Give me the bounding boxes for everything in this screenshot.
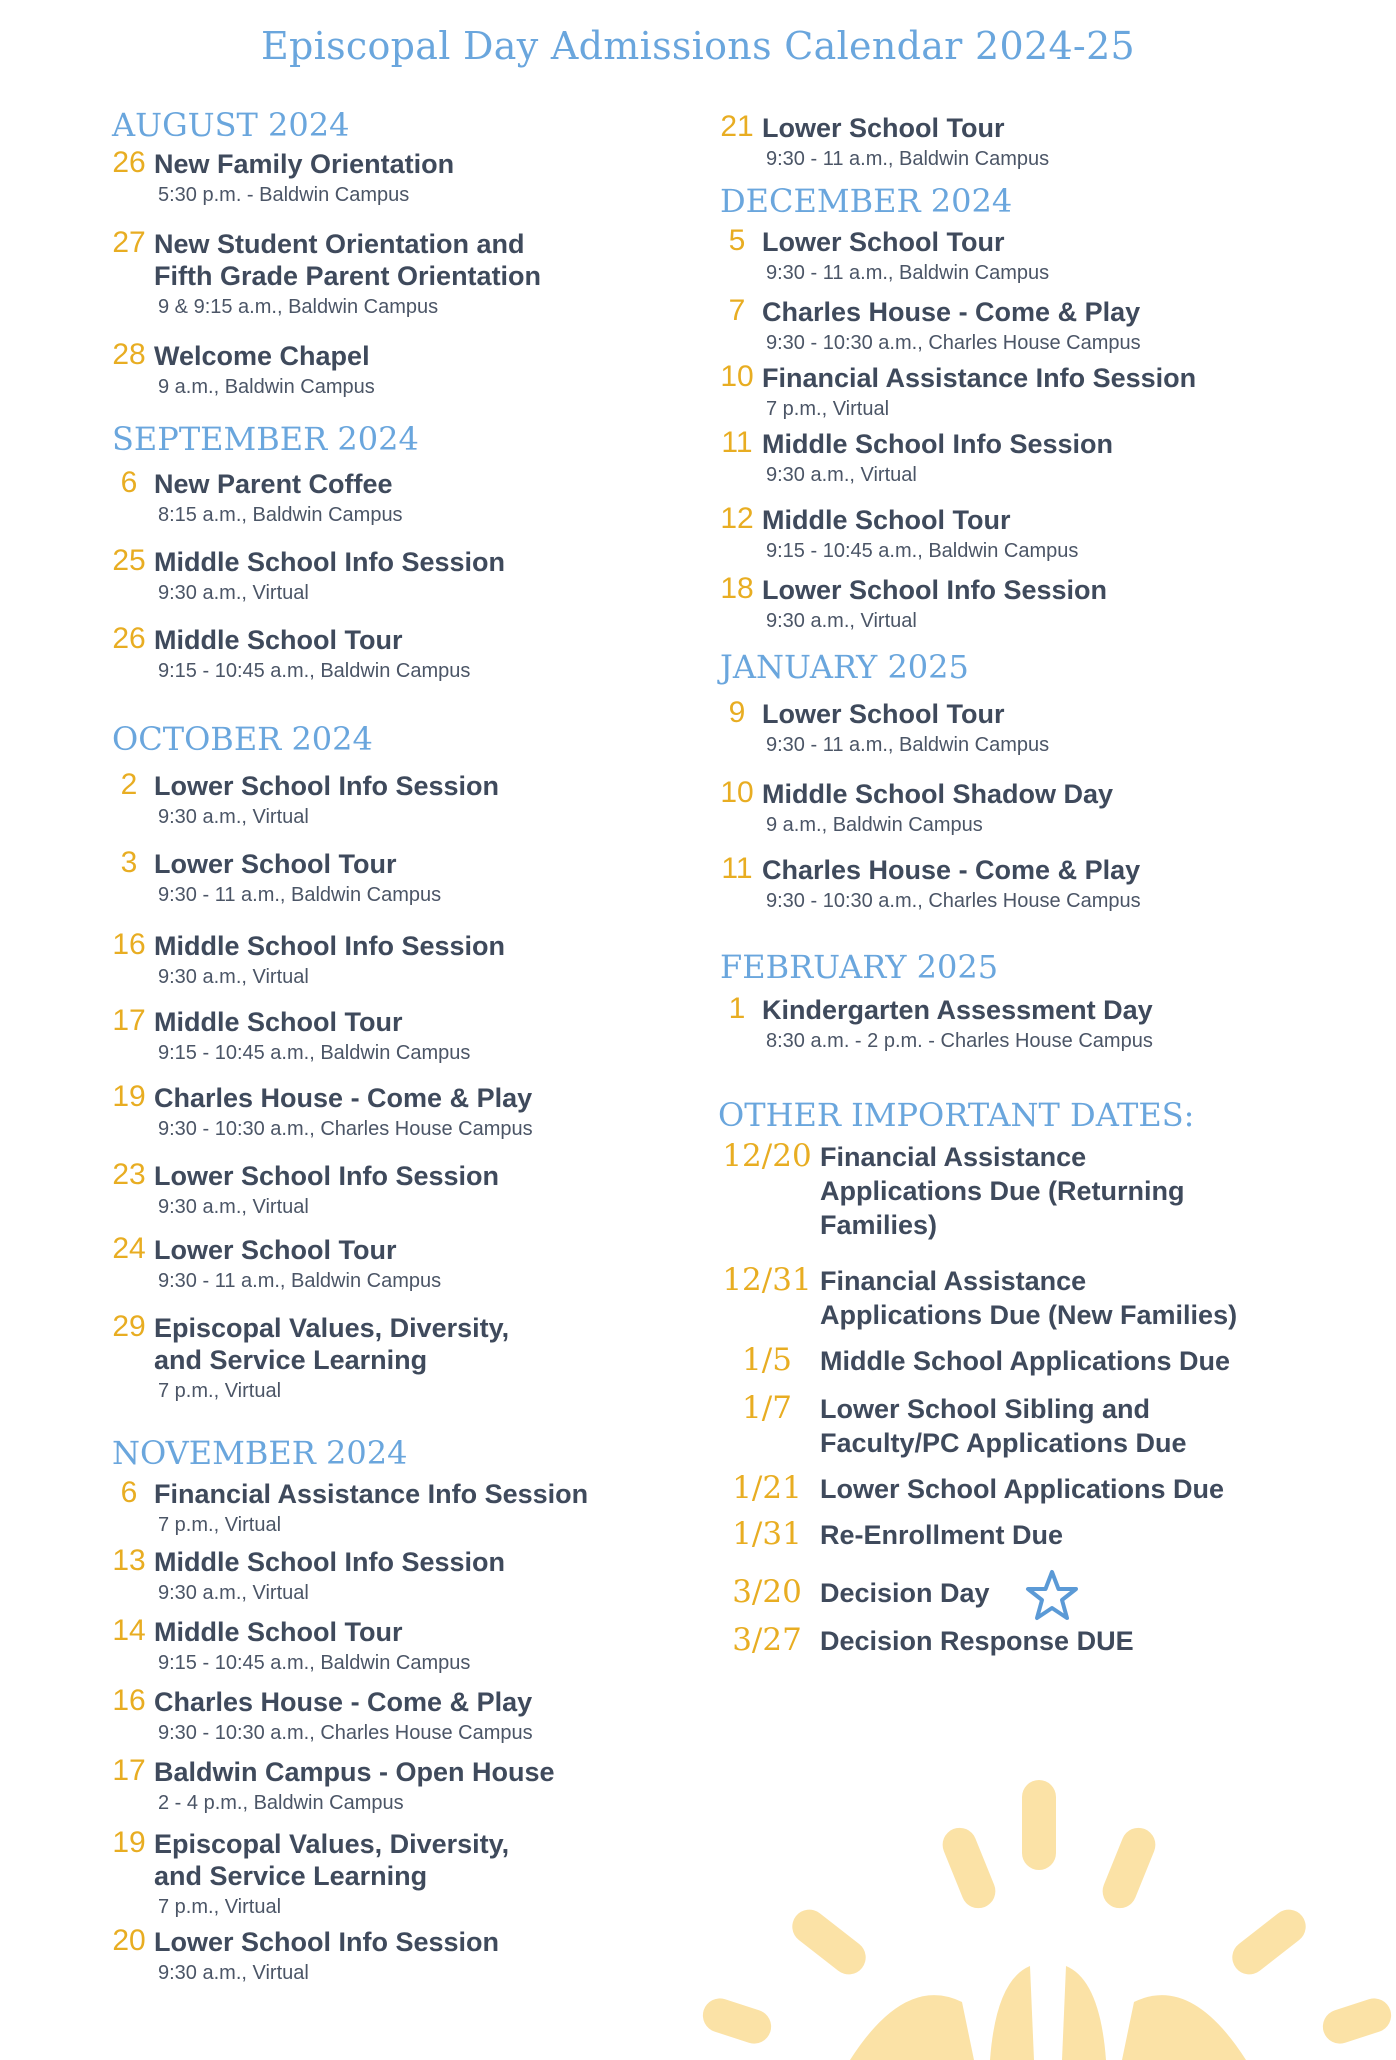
other-date-4 (712, 1472, 1372, 1506)
event-title: Middle School Info Session (154, 931, 506, 961)
event-detail: 8:15 a.m., Baldwin Campus (158, 504, 403, 526)
event-day: 19 (112, 1080, 146, 1113)
month-heading-december: DECEMBER 2024 (720, 182, 1013, 220)
event-nov-4 (104, 1756, 664, 1816)
event-day: 13 (112, 1544, 146, 1577)
event-detail: 9:30 - 11 a.m., Baldwin Campus (766, 734, 1050, 756)
event-day: 23 (112, 1158, 146, 1191)
page-title: Episcopal Day Admissions Calendar 2024-25 (260, 24, 1136, 68)
other-date-3 (712, 1392, 1372, 1460)
other-date-value: 12/20 (722, 1138, 812, 1174)
event-detail: 9:30 a.m., Virtual (158, 966, 309, 988)
other-date-title: Financial Assistance Applications Due (Returning Families) (820, 1142, 1185, 1240)
event-day: 9 (728, 696, 746, 729)
event-dec-0 (712, 226, 1372, 286)
event-detail: 9 & 9:15 a.m., Baldwin Campus (158, 296, 439, 318)
event-oct-3 (104, 1006, 664, 1066)
event-title: Episcopal Values, Diversity, and Service Learning (154, 1313, 510, 1375)
event-jan-2 (712, 854, 1372, 914)
event-detail: 9:30 a.m., Virtual (158, 1196, 309, 1218)
event-day: 26 (112, 146, 146, 179)
event-title: Financial Assistance Info Session (762, 363, 1197, 393)
event-title: Lower School Info Session (762, 575, 1108, 605)
event-title: Lower School Tour (762, 227, 1005, 257)
event-detail: 7 p.m., Virtual (766, 398, 890, 420)
month-heading-august: AUGUST 2024 (112, 106, 350, 144)
other-date-5 (712, 1518, 1372, 1552)
event-sep-1 (104, 546, 664, 606)
event-day: 17 (112, 1754, 146, 1787)
event-title: Lower School Info Session (154, 771, 500, 801)
event-detail: 9:30 - 10:30 a.m., Charles House Campus (766, 332, 1141, 354)
event-sep-0 (104, 468, 664, 528)
other-date-value: 1/31 (732, 1516, 802, 1552)
event-title: Lower School Info Session (154, 1927, 500, 1957)
event-detail: 9:15 - 10:45 a.m., Baldwin Campus (766, 540, 1079, 562)
event-jan-0 (712, 698, 1372, 758)
event-title: Lower School Info Session (154, 1161, 500, 1191)
event-dec-3 (712, 428, 1372, 488)
event-day: 19 (112, 1826, 146, 1859)
event-nov-0 (104, 1478, 664, 1538)
event-detail: 9:30 - 11 a.m., Baldwin Campus (158, 1270, 442, 1292)
event-detail: 7 p.m., Virtual (158, 1380, 282, 1402)
event-oct-2 (104, 930, 664, 990)
event-nov-3 (104, 1686, 664, 1746)
event-day: 26 (112, 622, 146, 655)
event-day: 6 (120, 466, 138, 499)
event-detail: 9:30 a.m., Virtual (766, 464, 917, 486)
other-date-title: Re-Enrollment Due (820, 1520, 1064, 1550)
event-title: Kindergarten Assessment Day (762, 995, 1153, 1025)
event-aug-1 (104, 228, 664, 320)
month-heading-october: OCTOBER 2024 (112, 720, 373, 758)
event-title: Middle School Info Session (154, 547, 506, 577)
event-aug-0 (104, 148, 664, 208)
other-date-title: Decision Response DUE (820, 1626, 1134, 1656)
event-day: 17 (112, 1004, 146, 1037)
event-day: 21 (720, 110, 754, 143)
other-date-title: Lower School Sibling and Faculty/PC Applications Due (820, 1394, 1187, 1458)
event-day: 24 (112, 1232, 146, 1265)
event-nov-2 (104, 1616, 664, 1676)
event-detail: 7 p.m., Virtual (158, 1896, 282, 1918)
event-day: 10 (720, 360, 754, 393)
event-oct-5 (104, 1160, 664, 1220)
event-day: 5 (728, 224, 746, 257)
other-date-2 (712, 1344, 1372, 1378)
other-date-title: Financial Assistance Applications Due (New Families) (820, 1266, 1238, 1330)
event-day: 11 (721, 426, 753, 459)
event-title: Middle School Shadow Day (762, 779, 1114, 809)
other-date-0 (712, 1140, 1372, 1242)
event-title: Middle School Tour (154, 1007, 403, 1037)
event-oct-1 (104, 848, 664, 908)
other-date-1 (712, 1264, 1372, 1332)
month-heading-january: JANUARY 2025 (720, 648, 969, 686)
other-date-title: Lower School Applications Due (820, 1474, 1225, 1504)
event-title: Middle School Tour (154, 1617, 403, 1647)
event-detail: 9:30 - 11 a.m., Baldwin Campus (766, 262, 1050, 284)
event-title: Lower School Tour (762, 113, 1005, 143)
event-dec-4 (712, 504, 1372, 564)
event-detail: 9:30 a.m., Virtual (158, 1962, 309, 1984)
event-feb-0 (712, 994, 1372, 1054)
other-date-value: 3/27 (732, 1622, 802, 1658)
event-detail: 9:30 - 10:30 a.m., Charles House Campus (158, 1722, 533, 1744)
event-detail: 9:30 a.m., Virtual (158, 582, 309, 604)
event-day: 29 (112, 1310, 146, 1343)
event-day: 1 (728, 992, 746, 1025)
event-title: Charles House - Come & Play (154, 1687, 533, 1717)
event-detail: 9:30 a.m., Virtual (158, 1582, 309, 1604)
event-day: 14 (112, 1614, 146, 1647)
event-detail: 5:30 p.m. - Baldwin Campus (158, 184, 410, 206)
other-date-value: 1/21 (732, 1470, 802, 1506)
event-detail: 9 a.m., Baldwin Campus (766, 814, 983, 836)
other-date-value: 1/5 (742, 1342, 792, 1378)
event-detail: 9:30 a.m., Virtual (766, 610, 917, 632)
event-nov-6 (104, 1926, 664, 1986)
event-day: 18 (720, 572, 754, 605)
event-title: Welcome Chapel (154, 341, 370, 371)
event-title: Financial Assistance Info Session (154, 1479, 589, 1509)
other-date-title: Middle School Applications Due (820, 1346, 1231, 1376)
event-day: 16 (112, 928, 146, 961)
event-aug-2 (104, 340, 664, 400)
event-oct-0 (104, 770, 664, 830)
event-detail: 9:30 - 11 a.m., Baldwin Campus (766, 148, 1050, 170)
other-date-7 (712, 1624, 1372, 1658)
month-heading-november: NOVEMBER 2024 (112, 1434, 408, 1472)
event-detail: 9 a.m., Baldwin Campus (158, 376, 375, 398)
other-date-value: 1/7 (742, 1390, 792, 1426)
event-day: 2 (120, 768, 138, 801)
event-jan-1 (712, 778, 1372, 838)
event-day: 25 (112, 544, 146, 577)
event-dec-2 (712, 362, 1372, 422)
event-nov-5 (104, 1828, 664, 1920)
event-day: 28 (112, 338, 146, 371)
event-day: 6 (120, 1476, 138, 1509)
sun-rays-decoration (700, 1760, 1396, 2060)
event-title: New Student Orientation and Fifth Grade Parent Orientation (154, 229, 542, 291)
event-dec-1 (712, 296, 1372, 356)
other-date-value: 3/20 (732, 1574, 802, 1610)
month-heading-february: FEBRUARY 2025 (720, 948, 999, 986)
event-sep-2 (104, 624, 664, 684)
event-day: 7 (728, 294, 746, 327)
event-detail: 9:30 - 10:30 a.m., Charles House Campus (158, 1118, 533, 1140)
event-detail: 9:30 a.m., Virtual (158, 806, 309, 828)
event-title: Middle School Tour (762, 505, 1011, 535)
event-detail: 9:15 - 10:45 a.m., Baldwin Campus (158, 660, 471, 682)
event-oct-4 (104, 1082, 664, 1142)
event-title: Charles House - Come & Play (762, 855, 1141, 885)
event-detail: 9:15 - 10:45 a.m., Baldwin Campus (158, 1042, 471, 1064)
event-detail: 9:15 - 10:45 a.m., Baldwin Campus (158, 1652, 471, 1674)
event-day: 3 (120, 846, 138, 879)
event-title: Lower School Tour (154, 1235, 397, 1265)
event-title: Baldwin Campus - Open House (154, 1757, 555, 1787)
event-title: Middle School Info Session (154, 1547, 506, 1577)
other-date-value: 12/31 (722, 1262, 812, 1298)
event-title: Charles House - Come & Play (762, 297, 1141, 327)
event-day: 27 (112, 226, 146, 259)
event-oct-6 (104, 1234, 664, 1294)
event-title: Charles House - Come & Play (154, 1083, 533, 1113)
event-detail: 8:30 a.m. - 2 p.m. - Charles House Campus (766, 1030, 1153, 1052)
other-dates-heading: OTHER IMPORTANT DATES: (718, 1096, 1195, 1134)
event-title: Middle School Info Session (762, 429, 1114, 459)
event-title: Lower School Tour (154, 849, 397, 879)
event-detail: 9:30 - 11 a.m., Baldwin Campus (158, 884, 442, 906)
event-detail: 9:30 - 10:30 a.m., Charles House Campus (766, 890, 1141, 912)
event-dec-5 (712, 574, 1372, 634)
event-day: 20 (112, 1924, 146, 1957)
event-day: 12 (720, 502, 754, 535)
event-title: Episcopal Values, Diversity, and Service Learning (154, 1829, 510, 1891)
month-heading-september: SEPTEMBER 2024 (112, 420, 419, 458)
star-icon (1024, 1568, 1080, 1624)
event-title: Middle School Tour (154, 625, 403, 655)
event-detail: 2 - 4 p.m., Baldwin Campus (158, 1792, 404, 1814)
event-title: Lower School Tour (762, 699, 1005, 729)
event-day: 11 (721, 852, 753, 885)
event-day: 10 (720, 776, 754, 809)
event-day: 16 (112, 1684, 146, 1717)
event-nov-1 (104, 1546, 664, 1606)
event-detail: 7 p.m., Virtual (158, 1514, 282, 1536)
event-oct-7 (104, 1312, 664, 1404)
other-date-title: Decision Day (820, 1578, 990, 1608)
event-nov-7 (712, 112, 1372, 172)
event-title: New Family Orientation (154, 149, 455, 179)
event-title: New Parent Coffee (154, 469, 393, 499)
